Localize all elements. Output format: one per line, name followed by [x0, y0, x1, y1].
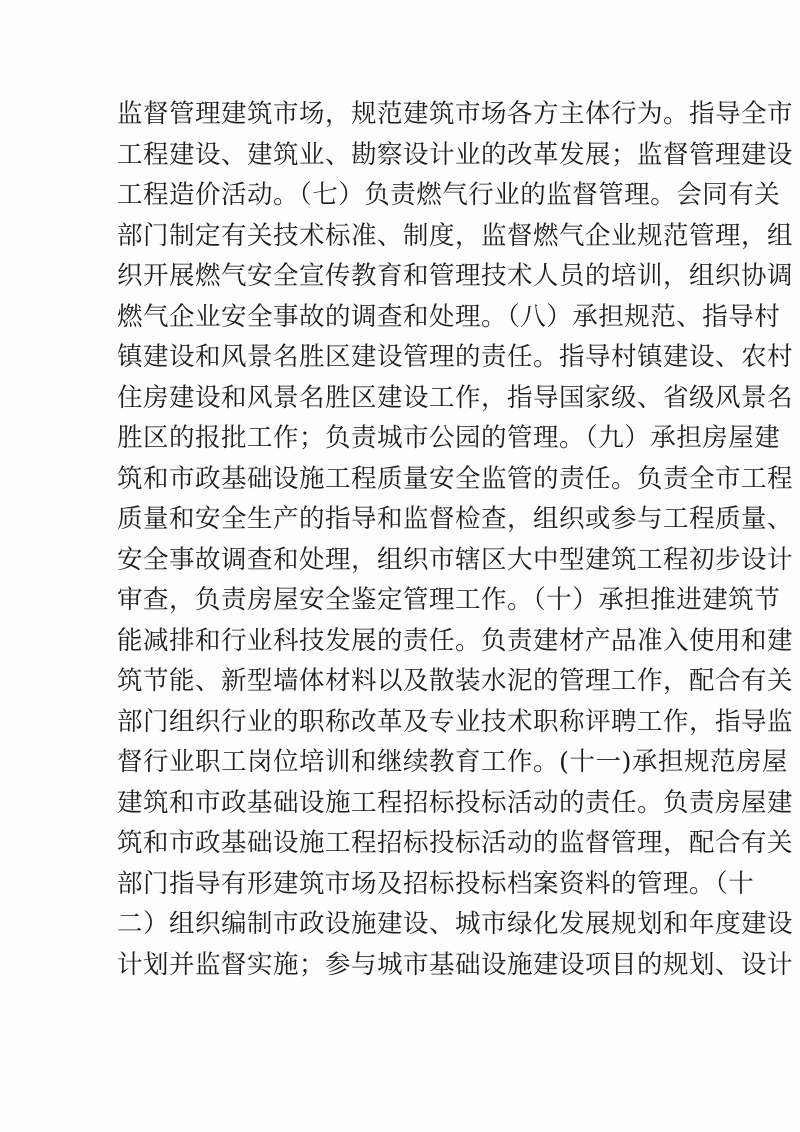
text-line: 住房建设和风景名胜区建设工作，指导国家级、省级风景名: [117, 382, 794, 413]
text-line: 建筑和市政基础设施工程招标投标活动的责任。负责房屋建: [117, 787, 794, 818]
text-line: 计划并监督实施；参与城市基础设施建设项目的规划、设计: [117, 949, 794, 980]
text-line: 安全事故调查和处理，组织市辖区大中型建筑工程初步设计: [117, 544, 794, 575]
text-line: 二）组织编制市政设施建设、城市绿化发展规划和年度建设: [117, 909, 794, 939]
text-line: 监督管理建筑市场，规范建筑市场各方主体行为。指导全市: [117, 99, 794, 129]
body-text: [117, 94, 794, 985]
text-line: 工程造价活动。（七）负责燃气行业的监督管理。会同有关: [117, 180, 781, 210]
text-line: 部门组织行业的职称改革及专业技术职称评聘工作，指导监: [117, 706, 794, 737]
text-line: 燃气企业安全事故的调查和处理。（八）承担规范、指导村: [117, 301, 781, 332]
text-line: 能减排和行业科技发展的责任。负责建材产品准入使用和建: [117, 625, 794, 656]
text-line: 审查，负责房屋安全鉴定管理工作。（十）承担推进建筑节: [117, 585, 781, 615]
text-line: 部门制定有关技术标准、制度，监督燃气企业规范管理，组: [117, 220, 794, 251]
text-line: 筑节能、新型墙体材料以及散装水泥的管理工作，配合有关: [117, 666, 794, 696]
text-line: 织开展燃气安全宣传教育和管理技术人员的培训，组织协调: [117, 261, 794, 291]
text-line: 胜区的报批工作；负责城市公园的管理。（九）承担房屋建: [117, 423, 781, 453]
text-line: 筑和市政基础设施工程招标投标活动的监督管理，配合有关: [117, 828, 794, 858]
text-line: 部门指导有形建筑市场及招标投标档案资料的管理。（十: [117, 868, 755, 899]
text-line: 镇建设和风景名胜区建设管理的责任。指导村镇建设、农村: [117, 342, 794, 372]
text-line: 督行业职工岗位培训和继续教育工作。(十一)承担规范房屋: [117, 747, 788, 777]
text-line: 质量和安全生产的指导和监督检查，组织或参与工程质量、: [117, 504, 794, 534]
text-line: 筑和市政基础设施工程质量安全监管的责任。负责全市工程: [117, 463, 794, 494]
text-line: 工程建设、建筑业、勘察设计业的改革发展；监督管理建设: [117, 139, 794, 170]
